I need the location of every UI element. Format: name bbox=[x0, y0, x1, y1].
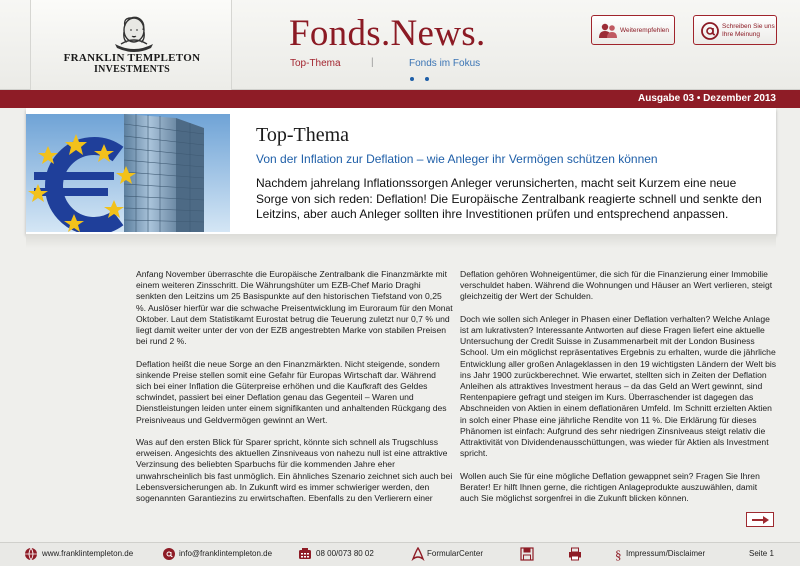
issue-label: Ausgabe 03 • Dezember 2013 bbox=[637, 93, 776, 104]
hero-shadow bbox=[26, 234, 776, 248]
pdf-icon bbox=[411, 547, 425, 561]
arrow-right-icon bbox=[751, 515, 770, 525]
at-sign-icon bbox=[162, 547, 176, 561]
nav-dot bbox=[410, 77, 414, 81]
phone-number[interactable]: 08 00/073 80 02 bbox=[316, 549, 374, 558]
franklin-templeton-logo[interactable] bbox=[30, 0, 232, 90]
paragraph-sign-icon bbox=[612, 547, 626, 561]
nav-separator: | bbox=[371, 57, 374, 68]
globe-icon bbox=[24, 547, 38, 561]
article-paragraph: Deflation heißt die neue Sorge an den Finanzmärkten. Nicht steigende, sondern sinkende Preise stellen somit eine Gefahr für Europas Wirtschaft dar. Während sich bei einer Inflation die Güterpreise erhöhen und die Kaufkraft des Geldes schwindet, passiert bei einer Deflation genau das Gegenteil – Waren und Dienstleistungen leiden unter einem signifikanten und anhaltenden Rückgang des Preisniveaus und Geldvermögen gewinnt an Wert. bbox=[136, 358, 447, 425]
email-link[interactable]: info@franklintempleton.de bbox=[179, 549, 273, 558]
magazine-title: Fonds.News. bbox=[289, 13, 486, 54]
euro-sculpture-icon bbox=[26, 114, 230, 232]
hero-subtitle: Von der Inflation zur Deflation – wie Anleger ihr Vermögen schützen können bbox=[256, 152, 658, 166]
footer bbox=[0, 542, 800, 566]
euro-sign-skyscraper-image bbox=[26, 114, 230, 232]
recommend-button-label: Weiterempfehlen bbox=[620, 27, 670, 34]
nav-dot bbox=[425, 77, 429, 81]
logo-line-1: FRANKLIN TEMPLETON bbox=[63, 52, 201, 64]
article-paragraph: Was auf den ersten Blick für Sparer spricht, könnte sich schnell als Trugschluss erweisen. Angesichts des aktuellen Zinsniveaus von nahezu null ist eine attraktive Verzinsung des beliebten Sparbuchs für die kommenden Jahre eher unwahrscheinlich bis fast unmöglich. Ein ähnliches Szenario zeichnet sich auch bei Lebensversicherungen ab. In Zukunft wird es immer schwieriger werden, den sogenannten Garantiezins zu erwirtschaften. Ebenfalls zu den Verlierern einer bbox=[136, 437, 453, 504]
logo-line-2: INVESTMENTS bbox=[93, 64, 171, 75]
page-number: Seite 1 bbox=[749, 549, 774, 558]
phone-icon bbox=[298, 547, 312, 561]
hero-intro: Nachdem jahrelang Inflationssorgen Anleger verunsicherten, macht seit Kurzem eine neue Sorge von sich reden: Deflation! Die Europäische Zentralbank reagierte schnell und senkte den Leitzins, aber auch Anleger sollten ihre Investitionen prüfen und entsprechend anpassen. bbox=[256, 176, 762, 221]
feedback-button[interactable] bbox=[693, 15, 777, 45]
hero-title: Top-Thema bbox=[256, 124, 350, 146]
print-icon[interactable] bbox=[568, 547, 582, 561]
nav-top-thema[interactable]: Top-Thema bbox=[290, 58, 341, 69]
benjamin-franklin-portrait-icon bbox=[111, 14, 157, 52]
feedback-button-label: Schreiben Sie uns Ihre Meinung bbox=[722, 23, 775, 38]
svg-text:§: § bbox=[615, 547, 622, 561]
issue-bar bbox=[0, 90, 800, 108]
article-column-left bbox=[136, 269, 453, 515]
save-icon[interactable] bbox=[520, 547, 534, 561]
article-paragraph: Anfang November überraschte die Europäische Zentralbank die Finanzmärkte mit einem weiteren Zinsschritt. Die Währungshüter um EZB-Chef Mario Draghi senkten den Leitzins um 25 Basispunkte auf den historischen Tiefstand von 0,25 %. Auslöser hierfür war die schwache Preisentwicklung im Euroraum für den Monat Oktober. Laut dem Statistikamt Eurostat betrug die Teuerung zuletzt nur 0,7 % und liegt damit weiter unter der von der EZB angestrebten Marke von stabilen Preisen bei rund 2 %. bbox=[136, 269, 453, 347]
people-icon bbox=[598, 21, 618, 41]
form-center-link[interactable]: FormularCenter bbox=[427, 549, 484, 558]
next-page-button[interactable] bbox=[746, 512, 774, 527]
imprint-link[interactable]: Impressum/Disclaimer bbox=[626, 549, 706, 558]
article-column-right bbox=[460, 269, 777, 515]
header bbox=[0, 0, 800, 90]
nav-fonds-im-fokus[interactable]: Fonds im Fokus bbox=[409, 58, 481, 69]
article-paragraph: Doch wie sollen sich Anleger in Phasen einer Deflation verhalten? Welche Anlage ist am lukrativsten? Interessante Antworten auf diese Fragen liefert eine aktuelle Untersuchung der Credit Suisse in Zusammenarbeit mit der London Business School. Um ein möglichst repräsentatives Ergebnis zu erhalten, wurde die jährliche Entwicklung aller großen Anlageklassen in den 19 wichtigsten Ländern der Welt bis ins Jahr 1900 zurückberechnet. Wie erwartet, stellten sich in Zeiten der Deflation Anleihen als attraktives Investment heraus – da das Geld an Wert gewinnt, sind Rentenpapiere gefragt und steigen im Kurs. Überraschender ist dagegen das Abschneiden von Aktien in einem deflationären Umfeld. Im Schnitt erzielten Aktien in solch einer Phase eine jährliche Rendite von 11 %. Die Erklärung für dieses Phänomen ist einfach: Aufgrund des sehr niedrigen Zinsniveaus steigt relativ die Attraktivität von Dividendenausschüttungen, was wieder für Aktien als Investment spricht. bbox=[460, 313, 777, 459]
article-paragraph: Wollen auch Sie für eine mögliche Deflation gewappnet sein? Fragen Sie Ihren Berater! Er hilft Ihnen gerne, die richtigen Anlageprodukte auszuwählen, damit auch Sie möglichst sorgenfrei in die Zukunft blicken können. bbox=[460, 470, 760, 504]
website-link[interactable]: www.franklintempleton.de bbox=[42, 549, 134, 558]
article-paragraph: Deflation gehören Wohneigentümer, die sich für die Finanzierung einer Immobilie verschuldet haben. Während die Wohnungen und Häuser an Wert verlieren, steigt gleichzeitig der Wert der Schulden. bbox=[460, 269, 773, 302]
recommend-button[interactable] bbox=[591, 15, 675, 45]
at-sign-icon bbox=[700, 21, 720, 41]
hero-section bbox=[26, 108, 776, 234]
